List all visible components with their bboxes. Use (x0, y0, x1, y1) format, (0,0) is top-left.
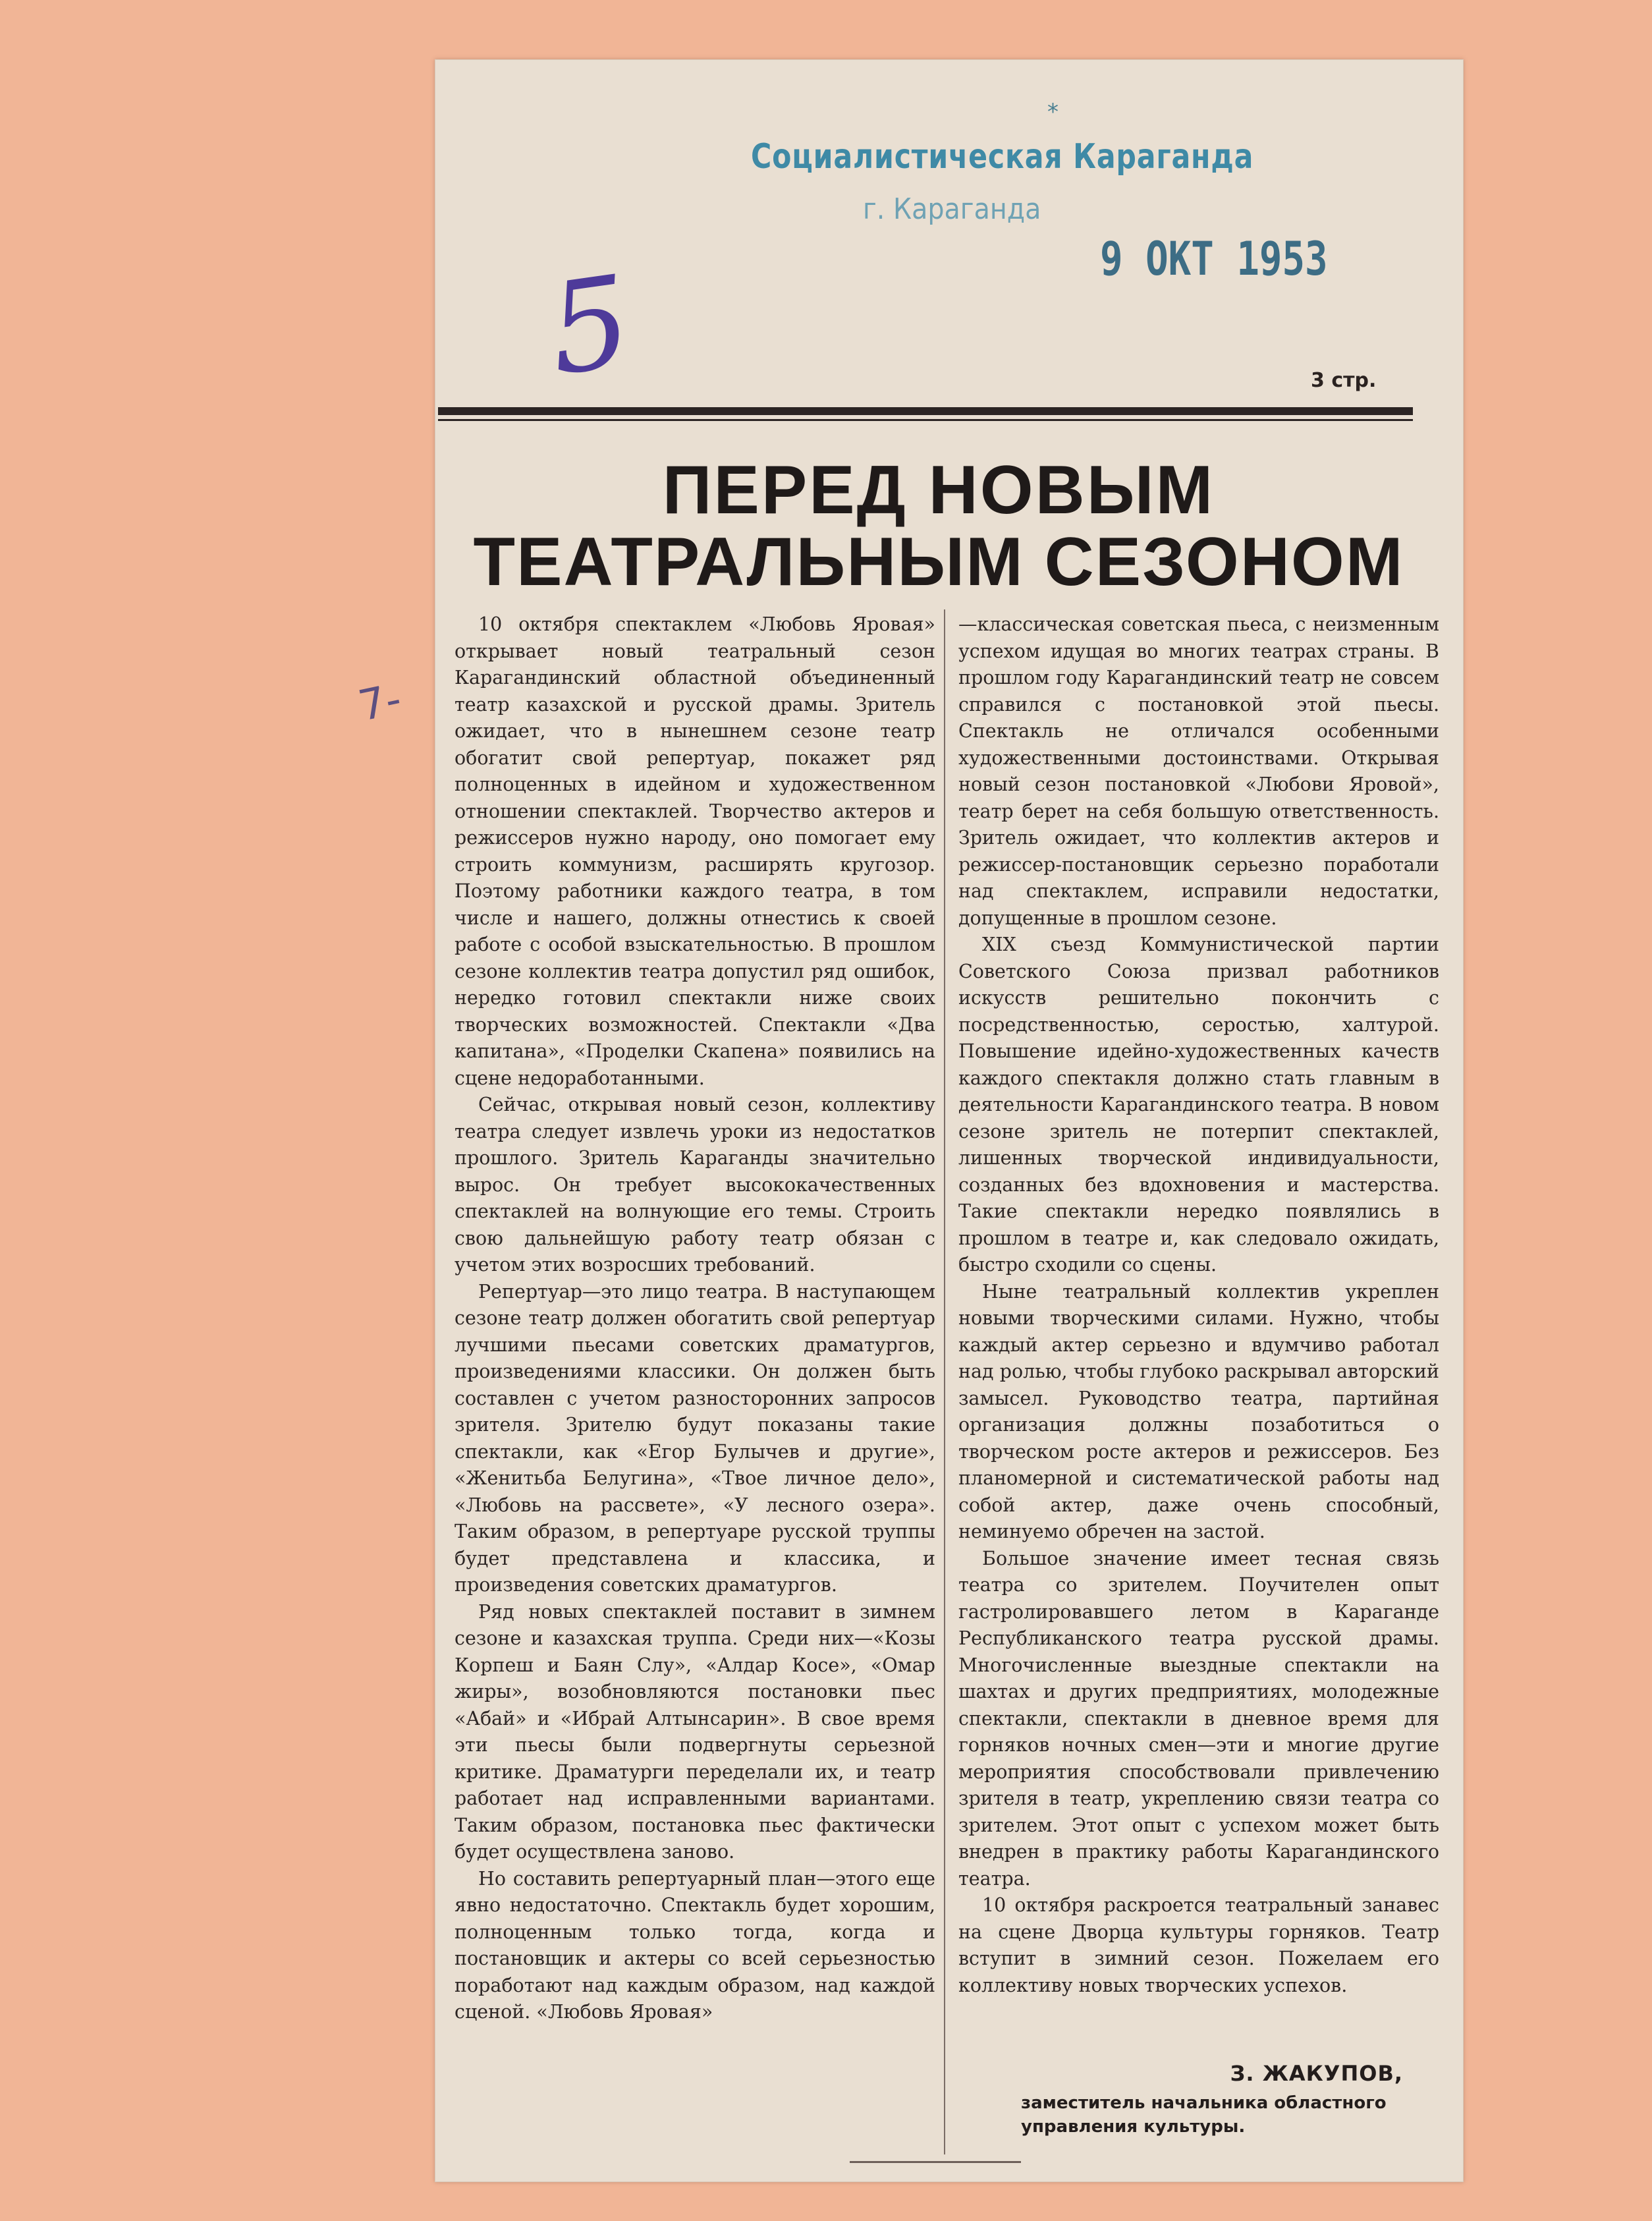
stamp-city: г. Караганда (863, 192, 1041, 226)
headline-line-1: ПЕРЕД НОВЫМ (662, 452, 1215, 528)
paragraph: 10 октября раскроется театральный занавес на сцене Дворца культуры горняков. Театр вступит в зимний сезон. Пожелаем его коллективу новых творческих успехов. (958, 1894, 1439, 1996)
paragraph: Но составить репертуарный план—этого еще явно недостаточно. Спектакль будет хорошим, полноценным только тогда, когда и постановщик и актеры со всей серьезностью поработают над каждым образом, над каждой сценой. «Любовь Яровая» (454, 1867, 935, 2023)
paragraph: 10 октября спектаклем «Любовь Яровая» открывает новый театральный сезон Карагандинский областной объединенный театр казахской и русской драмы. Зритель ожидает, что в нынешнем сезоне театр обогатит свой репертуар, покажет ряд полноценных в идейном и художественном отношении спектаклей. Творчество актеров и режиссеров нужно народу, оно помогает ему строить коммунизм, расширять кругозор. Поэтому работники каждого театра, в том числе и нашего, должны отнестись к своей работе с особой взыскательностью. В прошлом сезоне коллектив театра допустил ряд ошибок, нередко готовил спектакли ниже своих творческих возможностей. Спектакли «Два капитана», «Проделки Скапена» появились на сцене недоработанными. (454, 613, 935, 1089)
stamp-date: 9 ОКТ 1953 (1100, 232, 1328, 286)
headline-line-2: ТЕАТРАЛЬНЫМ СЕЗОНОМ (473, 524, 1404, 601)
paragraph: Ныне театральный коллектив укреплен новыми творческими силами. Нужно, чтобы каждый актер серьезно и вдумчиво работал над ролью, чтобы глубоко раскрывал авторский замысел. Руководство театра, партийная организация должны позаботиться о творческом росте актеров и режиссеров. Без планомерной и систематической работы над собой актер, даже очень способный, неминуемо обречен на застой. (958, 1280, 1439, 1542)
paragraph: Сейчас, открывая новый сезон, коллективу театра следует извлечь уроки из недостатков прошлого. Зритель Караганды значительно вырос. Он требует высококачественных спектаклей на волнующие его темы. Строить свою дальнейшую работу театр обязан с учетом этих возросших требований. (454, 1094, 935, 1276)
article-headline (454, 452, 1423, 601)
author-name: З. ЖАКУПОВ, (1230, 2061, 1403, 2086)
column-divider (944, 609, 945, 2154)
article-signature (1021, 2061, 1443, 2139)
article-column-left (454, 611, 935, 2147)
author-position: заместитель начальника областного управления культуры. (1021, 2093, 1387, 2137)
paragraph: Большое значение имеет тесная связь театра со зрителем. Поучителен опыт гастролировавшего летом в Караганде Республиканского театра русской драмы. Многочисленные выездные спектакли на шахтах и других предприятиях, молодежные спектакли, спектакли в дневное время для горняков ночных смен—эти и многие другие мероприятия способствовали привлечению зрителя в театр, укреплению связи театра со зрителем. Этот опыт с успехом может быть внедрен в практику работы Карагандинского театра. (958, 1547, 1439, 1890)
stamp-star-icon: * (1047, 99, 1059, 125)
page-label: 3 стр. (1311, 369, 1377, 392)
paragraph: —классическая советская пьеса, с неизменным успехом идущая во многих театрах страны. В прошлом году Карагандинский театр не совсем справился с постановкой этой пьесы. Спектакль не отличался особенными художественными достоинствами. Открывая новый сезон постановкой «Любови Яровой», театр берет на себя большую ответственность. Зритель ожидает, что коллектив актеров и режиссер-постановщик серьезно поработали над спектаклем, исправили недостатки, допущенные в прошлом сезоне. (958, 613, 1439, 929)
header-rule-thin (438, 419, 1413, 421)
article-column-right (958, 611, 1439, 2147)
margin-pencil-mark: 7- (354, 675, 406, 731)
stamp-newspaper-name: Социалистическая Караганда (751, 137, 1254, 177)
paragraph: Репертуар—это лицо театра. В наступающем сезоне театр должен обогатить свой репертуар лучшими пьесами советских драматургов, произведениями классики. Он должен быть составлен с учетом разносторонних запросов зрителя. Зрителю будут показаны такие спектакли, как «Егор Булычев и другие», «Женитьба Белугина», «Твое личное дело», «Любовь на рассвете», «У лесного озера». Таким образом, в репертуаре русской труппы будет представлена и классика, и произведения советских драматургов. (454, 1280, 935, 1596)
paragraph: Ряд новых спектаклей поставит в зимнем сезоне и казахская труппа. Среди них—«Козы Корпеш и Баян Слу», «Алдар Косе», «Омар жиры», возобновляются постановки пьес «Абай» и «Ибрай Алтынсарин». В свое время эти пьесы были подвергнуты серьезной критике. Драматурги переделали их, и театр работает над исправленными вариантами. Таким образом, постановка пьес фактически будет осуществлена заново. (454, 1600, 935, 1863)
handwritten-number: 5 (540, 248, 640, 404)
bottom-rule (850, 2161, 1021, 2163)
paragraph: XIX съезд Коммунистической партии Советского Союза призвал работников искусств решительно покончить с посредственностью, серостью, халтурой. Повышение идейно-художественных качеств каждого спектакля должно стать главным в деятельности Карагандинского театра. В новом сезоне зритель не потерпит спектаклей, лишенных творческой индивидуальности, созданных без вдохновения и мастерства. Такие спектакли нередко появлялись в прошлом в театре и, как следовало ожидать, быстро сходили со сцены. (958, 934, 1439, 1276)
header-rule-thick (438, 407, 1413, 415)
